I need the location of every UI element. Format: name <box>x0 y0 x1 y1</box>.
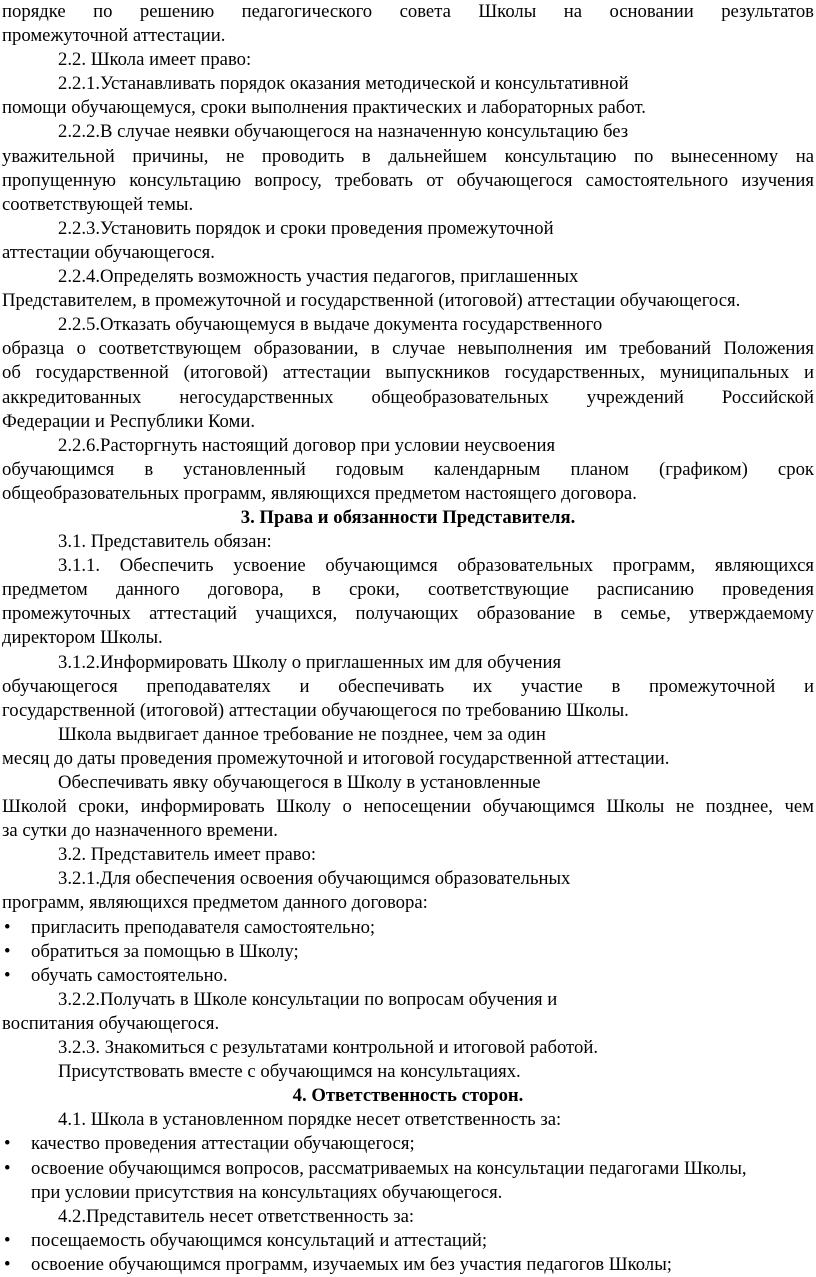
bullet-item <box>2 1229 814 1253</box>
text-line: 2.2.2.В случае неявки обучающегося на назначенную консультацию без <box>58 121 629 143</box>
text-line: об государственной (итоговой) аттестации выпускников государственных, муниципальных и <box>2 362 814 384</box>
text-line: Присутствовать вместе с обучающимся на консультациях. <box>58 1061 521 1083</box>
text-line: Школа выдвигает данное требование не позднее, чем за один <box>58 723 546 745</box>
text-line: обучающегося преподавателях и обеспечивать их участие в промежуточной и <box>2 675 814 697</box>
text-line: 3.2.1.Для обеспечения освоения обучающимся образовательных <box>58 868 571 890</box>
text-line: 3.1.1. Обеспечить усвоение обучающимся образовательных программ, являющихся <box>58 555 814 577</box>
text-line: образца о соответствующем образовании, в случае невыполнения им требований Положения <box>2 338 814 360</box>
bullet-text: освоение обучающимся программ, изучаемых им без участия педагогов Школы; <box>31 1253 672 1275</box>
text-line: уважительной причины, не проводить в дальнейшем консультацию по вынесенному на <box>2 145 814 167</box>
text-line: 2.2.1.Устанавливать порядок оказания методической и консультативной <box>58 73 629 95</box>
text-line: месяц до даты проведения промежуточной и итоговой государственной аттестации. <box>2 747 670 769</box>
bullet-text: обучать самостоятельно. <box>31 964 228 986</box>
text-line: при условии присутствия на консультациях обучающегося. <box>31 1181 503 1203</box>
text-line: 3.1.2.Информировать Школу о приглашенных им для обучения <box>58 651 562 673</box>
bullet-text: освоение обучающимся вопросов, рассматриваемых на консультации педагогами Школы, <box>31 1157 747 1179</box>
bullet-item <box>2 1253 814 1277</box>
text-line: Обеспечивать явку обучающегося в Школу в установленные <box>58 772 541 793</box>
text-line: порядке по решению педагогического совета Школы на основании результатов <box>2 1 814 22</box>
text-line: Представителем, в промежуточной и государственной (итоговой) аттестации обучающегося. <box>2 290 741 312</box>
text-line: аттестации обучающегося. <box>2 241 215 263</box>
text-line: директором Школы. <box>2 627 163 649</box>
text-line: 2.2.5.Отказать обучающемуся в выдаче документа государственного <box>58 314 603 336</box>
section-heading: 4. Ответственность сторон. <box>292 1085 524 1107</box>
bullet-item <box>2 940 814 964</box>
text-line: 3.1. Представитель обязан: <box>58 531 272 553</box>
text-line: 4.1. Школа в установленном порядке несет ответственность за: <box>58 1109 562 1131</box>
text-line: Школой сроки, информировать Школу о непосещении обучающимся Школы не позднее, чем <box>2 796 814 818</box>
text-line: 2.2.4.Определять возможность участия педагогов, приглашенных <box>58 266 579 288</box>
text-line: 3.2.3. Знакомиться с результатами контрольной и итоговой работой. <box>58 1037 598 1059</box>
text-line: государственной (итоговой) аттестации обучающегося по требованию Школы. <box>2 699 629 721</box>
text-line: Федерации и Республики Коми. <box>2 410 256 432</box>
text-line: 2.2. Школа имеет право: <box>58 49 252 71</box>
text-line: помощи обучающемуся, сроки выполнения практических и лабораторных работ. <box>2 97 646 119</box>
bullet-text: обратиться за помощью в Школу; <box>31 940 299 962</box>
text-line: 4.2.Представитель несет ответственность за: <box>58 1205 415 1227</box>
text-line: аккредитованных негосударственных общеобразовательных учреждений Российской <box>2 386 814 408</box>
text-line: 2.2.6.Расторгнуть настоящий договор при условии неусвоения <box>58 434 556 456</box>
text-line: воспитания обучающегося. <box>2 1012 220 1034</box>
bullet-text: посещаемость обучающимся консультаций и аттестаций; <box>31 1229 488 1251</box>
text-line: предметом данного договора, в сроки, соответствующие расписанию проведения <box>2 579 814 601</box>
text-line: программ, являющихся предметом данного договора: <box>2 892 428 914</box>
text-line: пропущенную консультацию вопросу, требовать от обучающегося самостоятельного изучения <box>2 169 814 191</box>
text-line: общеобразовательных программ, являющихся предметом настоящего договора. <box>2 482 637 504</box>
bullet-item <box>2 964 814 988</box>
text-line: обучающимся в установленный годовым календарным планом (графиком) срок <box>2 458 814 480</box>
bullet-text: пригласить преподавателя самостоятельно; <box>31 916 376 938</box>
text-line: за сутки до назначенного времени. <box>2 820 278 842</box>
text-line: 3.2.2.Получать в Школе консультации по вопросам обучения и <box>58 988 558 1010</box>
bullet-item <box>2 1132 814 1156</box>
bullet-text: качество проведения аттестации обучающегося; <box>31 1133 415 1155</box>
bullet-item <box>2 916 814 940</box>
text-line: соответствующей темы. <box>2 193 194 215</box>
text-line: промежуточных аттестаций учащихся, получающих образование в семье, утверждаемому <box>2 603 814 625</box>
bullet-item <box>2 1157 814 1181</box>
text-line: 3.2. Представитель имеет право: <box>58 844 317 866</box>
text-line: 2.2.3.Установить порядок и сроки проведения промежуточной <box>58 217 554 239</box>
section-heading: 3. Права и обязанности Представителя. <box>240 506 576 528</box>
text-line: промежуточной аттестации. <box>2 25 226 47</box>
